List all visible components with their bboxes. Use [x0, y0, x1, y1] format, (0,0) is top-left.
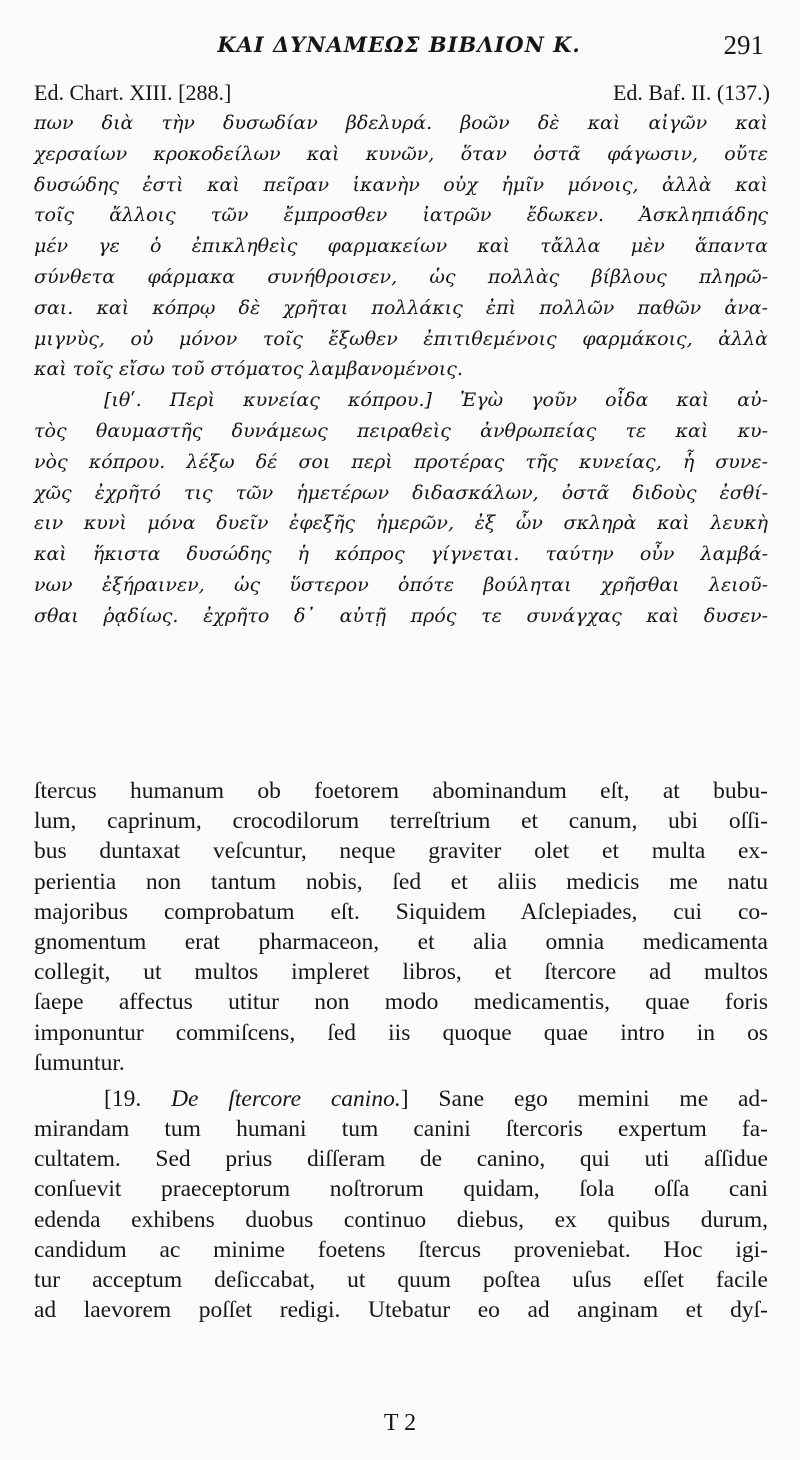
latin-text-line: conſuevit praeceptorum noſtrorum quidam, ſola oſſa cani: [34, 1176, 768, 1203]
greek-text-line: νων ἐξήραινεν, ὡς ὕστερον ὁπότε βούληται χρῆσθαι λειοῦ-: [34, 573, 768, 596]
latin-text-block: [34, 776, 768, 1325]
edition-reference-line: [34, 80, 770, 110]
greek-text-line: νὸς κόπρου. λέξω δέ σοι περὶ προτέρας τῆς κυνείας, ἧ συνε-: [34, 450, 768, 473]
greek-text-line: σύνθετα φάρμακα συνήθροισεν, ὡς πολλὰς βίβλους πληρῶ-: [34, 265, 768, 288]
greek-text-line: τοῖς ἄλλοις τῶν ἔμπροσθεν ἰατρῶν ἔδωκεν. Ἀσκληπιάδης: [34, 204, 768, 227]
edition-basel-reference: Ed. Baf. II. (137.): [612, 80, 770, 105]
latin-text-line: ſtercus humanum ob foetorem abominandum eſt, at bubu-: [34, 778, 768, 804]
latin-text-line: ſumuntur.: [34, 1049, 125, 1076]
latin-text-line: mirandam tum humani tum canini ſtercoris expertum fa-: [34, 1116, 768, 1143]
greek-text-line: μιγνὺς, οὐ μόνον τοῖς ἔξωθεν ἐπιτιθεμένοις φαρμάκοις, ἀλλὰ: [34, 327, 768, 350]
greek-text-line: σθαι ῥᾳδίως. ἐχρῆτο δ᾽ αὐτῇ πρός τε συνάγχας καὶ δυσεν-: [34, 604, 768, 627]
edition-chartier-reference: Ed. Chart. XIII. [288.]: [34, 80, 232, 105]
greek-section-first-text: Ἐγὼ γοῦν οἶδα καὶ αὐ-: [460, 389, 769, 412]
greek-section-first-line: [34, 385, 768, 416]
latin-text-line: majoribus comprobatum eſt. Siquidem Aſclepiades, cui co-: [34, 898, 768, 925]
greek-text-line: ειν κυνὶ μόνα δυεῖν ἐφεξῆς ἡμερῶν, ἐξ ὧν σκληρὰ καὶ λευκὴ: [34, 512, 768, 535]
page-number: 291: [723, 30, 764, 60]
latin-text-line: tur acceptum deſiccabat, ut quum poſtea uſus eſſet facile: [34, 1267, 768, 1293]
latin-text-line: lum, caprinum, crocodilorum terreſtrium et canum, ubi oſſi-: [34, 808, 768, 835]
latin-text-line: collegit, ut multos impleret libros, et ſtercore ad multos: [34, 959, 768, 986]
latin-text-line: ſaepe affectus utitur non modo medicamentis, quae foris: [34, 989, 768, 1016]
greek-text-line: πων διὰ τὴν δυσωδίαν βδελυρά. βοῶν δὲ καὶ αἰγῶν καὶ: [34, 112, 768, 134]
latin-text-line: candidum ac minime foetens ſtercus proveniebat. Hoc igi-: [34, 1236, 768, 1263]
latin-section-open: [19.: [104, 1085, 172, 1112]
greek-text-line: καὶ τοῖς εἴσω τοῦ στόματος λαμβανομένοις.: [34, 358, 463, 381]
greek-text-line: καὶ ἥκιστα δυσώδης ἡ κόπρος γίγνεται. ταύτην οὖν λαμβά-: [34, 543, 768, 566]
greek-text-line: μέν γε ὁ ἐπικληθεὶς φαρμακείων καὶ τἄλλα μὲν ἅπαντα: [34, 235, 768, 258]
greek-text-line: τὸς θαυμαστῆς δυνάμεως πειραθεὶς ἀνθρωπείας τε καὶ κυ-: [34, 419, 768, 442]
greek-text-line: δυσώδης ἐστὶ καὶ πεῖραν ἱκανὴν οὐχ ἡμῖν μόνοις, ἀλλὰ καὶ: [34, 173, 768, 196]
page-header: [34, 26, 764, 66]
latin-text-line: gnomentum erat pharmaceon, et alia omnia medicamenta: [34, 928, 768, 955]
latin-section-heading: De ſtercore canino.: [171, 1085, 401, 1112]
greek-text-line: χῶς ἐχρῆτό τις τῶν ἡμετέρων διδασκάλων, ὀστᾶ διδοὺς ἐσθί-: [34, 481, 768, 504]
latin-text-line: ad laevorem poſſet redigi. Utebatur eo ad anginam et dyſ-: [34, 1297, 768, 1324]
running-title: ΚΑΙ ΔΥΝΑΜΕΩΣ ΒΙΒΛΙΟΝ Κ.: [217, 32, 581, 57]
latin-text-line: imponuntur commiſcens, ſed iis quoque quae intro in os: [34, 1019, 768, 1046]
latin-text-line: cultatem. Sed prius diſſeram de canino, qui uti aſſidue: [34, 1146, 768, 1173]
latin-section-first-text: ] Sane ego memini me ad-: [400, 1085, 768, 1112]
greek-text-block: [34, 108, 768, 632]
latin-text-line: perientia non tantum nobis, ſed et aliis medicis me natu: [34, 868, 768, 895]
latin-section-first-line: [34, 1084, 768, 1114]
greek-text-line: χερσαίων κροκοδείλων καὶ κυνῶν, ὅταν ὀστᾶ φάγωσιν, οὔτε: [34, 142, 768, 165]
latin-text-line: bus duntaxat veſcuntur, neque graviter olet et multa ex-: [34, 838, 768, 865]
signature-mark: T 2: [383, 1410, 417, 1436]
greek-section-heading: [ιθʹ. Περὶ κυνείας κόπρου.]: [104, 389, 432, 412]
latin-text-line: edenda exhibens duobus continuo diebus, ex quibus durum,: [34, 1206, 768, 1233]
greek-text-line: σαι. καὶ κόπρῳ δὲ χρῆται πολλάκις ἐπὶ πολλῶν παθῶν ἀνα-: [34, 296, 768, 319]
